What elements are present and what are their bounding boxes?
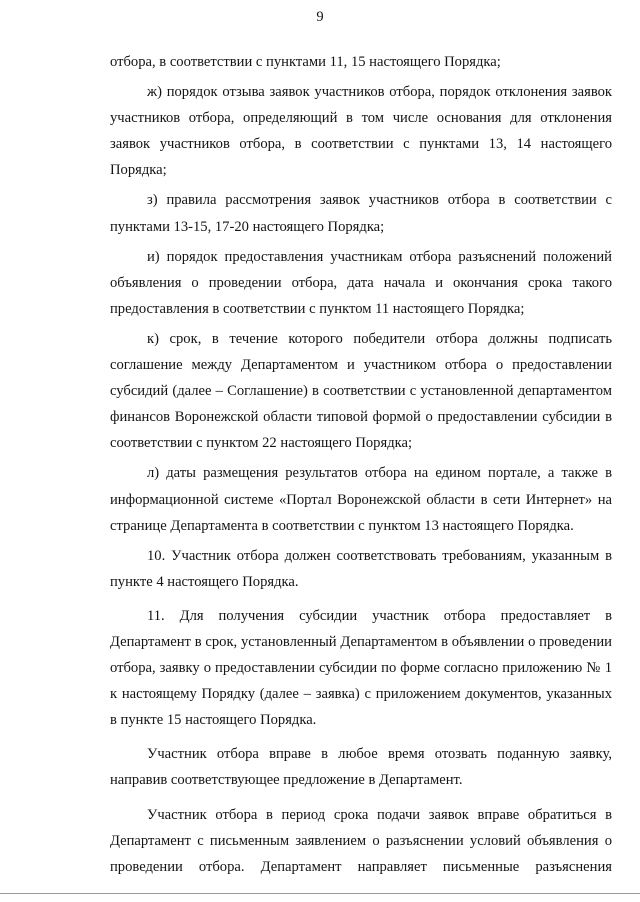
paragraph-item-k: к) срок, в течение которого победители отбора должны подписать соглашение между Департаментом и участником отбора о предоставлении субсидий (далее – Соглашение) в соответствии с установленной департаментом финансов Воронежской области типовой формой о предоставлении субсидии в соответствии с пунктом 22 настоящего Порядка;: [110, 330, 612, 452]
paragraph-withdraw-application: Участник отбора вправе в любое время отозвать поданную заявку, направив соответствующее предложение в Департамент.: [110, 746, 612, 789]
paragraph-clause-10: 10. Участник отбора должен соответствовать требованиям, указанным в пункте 4 настоящего Порядка.: [110, 547, 612, 590]
paragraph-clause-11: 11. Для получения субсидии участник отбора предоставляет в Департамент в срок, установленный Департаментом в объявлении о проведении отбора, заявку о предоставлении субсидии по форме согласно приложению № 1 к настоящему Порядку (далее – заявка) с приложением документов, указанных в пункте 15 настоящего Порядка.: [110, 607, 612, 729]
paragraph-item-z: з) правила рассмотрения заявок участников отбора в соответствии с пунктами 13-15, 17-20 настоящего Порядка;: [110, 192, 612, 235]
page-number: 9: [316, 9, 324, 25]
paragraph-continuation: отбора, в соответствии с пунктами 11, 15 настоящего Порядка;: [110, 54, 501, 70]
paragraph-item-i: и) порядок предоставления участникам отбора разъяснений положений объявления о проведении отбора, дата начала и окончания срока такого предоставления в соответствии с пунктом 11 настоящего Порядка;: [110, 248, 612, 317]
paragraph-item-zh: ж) порядок отзыва заявок участников отбора, порядок отклонения заявок участников отбора, определяющий в том числе основания для отклонения заявок участников отбора, в соответствии с пунктами 13, 14 настоящего Порядка;: [110, 84, 612, 179]
paragraph-item-l: л) даты размещения результатов отбора на едином портале, а также в информационной системе «Портал Воронежской области в сети Интернет» на странице Департамента в соответствии с пунктом 13 настоящего Порядка.: [110, 465, 612, 534]
paragraph-clarification-request: Участник отбора в период срока подачи заявок вправе обратиться в Департамент с письменным заявлением о разъяснении условий объявления о проведении отбора. Департамент направляет письменные разъяснения: [110, 806, 612, 875]
bottom-divider: [0, 893, 640, 894]
document-body: [110, 49, 612, 880]
